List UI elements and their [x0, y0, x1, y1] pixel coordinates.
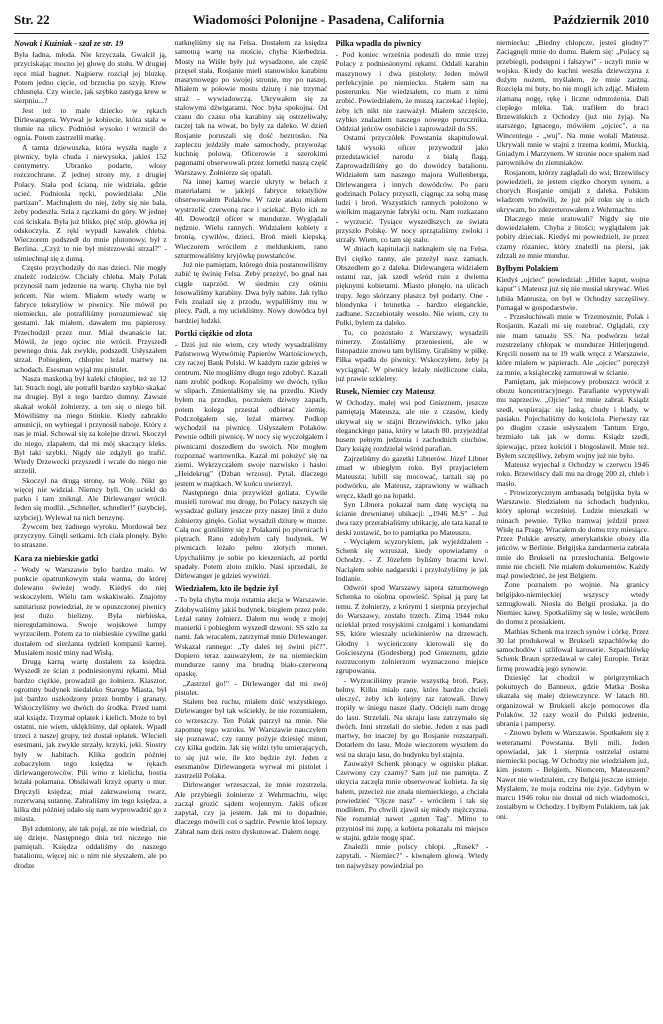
paragraph: A tamta dziewuszka, która wyszła nagle z piwnicy, była chuda i niewysoka, jakieś 152 centymetry. Ubranko podarte, włosy rozczochrane. Z jednej strony my, z drugiej Polacy. Stała pod ścianą, nie widziała, gdzie ucieć. Podniosła ręcki, powiedziała: „Nie partizan". Machnąłem do niej, żeby się nie bała, żeby podeszła. Szła z rączkami do góry. W jednej coś ściskała. Była już blisko, pięć stóp, główka jej odskoczyła. Z ręki wypadł kawałek chleba. Wieczorem podszedł do mnie plutonowy, był z Berlina. „Czyż to nie był mistrzowski strzał?" - uśmiechnął się z dumą.: [14, 142, 167, 263]
paragraph: Drugą karną wartę dostałem za księdza. Wyszedł ze ścian z podniesionymi rękami. Miał bardzo ciężkie, prowadził go żołnierz. Klasztor, ogromny budynek niedaleko Starego Miasta, był już bardzo uszkodzony przez bomby i granaty. Wskoczyliśmy we dwóch do środka. Przed nami stał ksiądz. Trzymał opłatek i kielich. Może to był ostatni, nie wiem, uklękliśmy, dał opłatek. Wpadł trzeci z naszej grupy, też dostał opłatek. Wlecieli esesmani, jak zwykle strzały, krzyki, jeki. Siostry były w habitach. Klika godzin później zobaczyłem tego księdza w rękach dirlewangerowców. Pili wino z kielicha, hostia leżała połamana. Obsikiwali krzyż oparty o mur. Dręczyli księdza; miał zakrwawioną twarz, rozerwaną sutannę. Zabraliśmy im tego księdza, a kilka dni później udało się nam wyprowadzić go z miasta.: [14, 657, 167, 824]
paragraph: niemiecku: „Biedny chłopcze, jesteś głodny?" Zaciągnęli mnie do domu. Bałem się: „Polacy są przebiegli, podstępni i fałszywi" - uczyli mnie w wojsku. Kiedy do kuchni weszła dziewczyna z dużym nożem, myślałem, że mnie zarżną. Rozcięła mi buty, bo nie mogli ich zdjąć. Miałem złamaną nogę, rękę i liczne odmrożenia. Dali ciepłego mleka. Tak trafiłem do braci Brzewińskich z Ochodzy (już nie żyją). Na starszego, Ignacego, mówiłem „ojciec", a na Wincentego - „wuj". Na mnie wołali Mateusz. Ukrywali mnie w stajni z trzema końmi, Muckią, Gniadym i Marzynem. W stronie noce spałem nad parowników do ziemniaków.: [496, 38, 649, 168]
section-heading: Portki ciężkie od złota: [174, 328, 253, 338]
column-4: [496, 38, 649, 1022]
publication-title: Wiadomości Polonijne - Pasadena, California: [192, 12, 445, 27]
masthead: [14, 12, 649, 34]
paragraph: Często przychodziły do nas dzieci. Nie mogły znaleźć rodziców. Chciały chleba. Mały Polak przynosił nam jedzenie na wartę. Chyba nie był jeńcem. Nie wiem. Miałem wtedy wartę w fabryce tekstyliów w piwnicy. Nie mówił po niemiecku, ale potrafiliśmy porozumiewać się gestami. Jak miałem, dawałem mu papierosy. Przechodził przez mur. Miał dwanaście lat. Mówił, że jego ojciec nie wrócił. Przyszedł pewnego dnia. Jak zwykle, podszedł. Usłyszałem strzał. Pobiegłem, chłopiec leżał martwy na schodach. Esesman wyjął mu pistolet.: [14, 262, 167, 374]
paragraph: - To była chyba moja ostatnia akcja w Warszawie. Zdobywaliśmy jakiś budynek, biegłem przez pole. Leżał ranny żołnierz. Dałem mu wodę z mojej manierki i pobiegłem wyszedł dzwoni. SS szło za nami. Jak wracałem, zatrzymał mnie Dirlewanger. Wskazał rannego: „Ty dałeś tej świni pić?". Dopiero teraz zauważyłem, że na niemieckim mundurze ranny ma brudną biało-czerwoną opaskę.: [174, 595, 328, 679]
paragraph: - Wyrzuciliśmy prawie wszystką broń. Pasy, hełmy. Kilku miało rany, które bardzo chcieli uleczyć, żeby ich kolejny raz ratowali. Iluwy tropiły w śniegu nasze ślady. Odcięli nam drogę do lasu. Strzelali. Na skraju lasu zatrzymało się dwóch. Inni strzelali do siebie. Jeden z nas padł martwy, bo inaczej by go Rosjanie rozszarpali. Dotarłem do lasu. Może wieczorem wyszłem do wsi na skraju lasu, do budynku był stajnia.: [335, 675, 489, 759]
paragraph: Już nie pamiętam, którego dnia postanowiliśmy zabić tę świnię Felsa. Żeby przeżyć, bo gnał nas ciągle naprzód. W siedmiu czy ośmiu losowaliśmy karabiny. Dwa były nabite. Jak tylko Fels znalazł się z przodu, wypaliliśmy mu w plecy. Padł, a my uciekliśmy. Nowy dowódca był bardziej ludzki.: [174, 260, 328, 325]
paragraph: Dlaczego mnie uratowali? Nigdy się nie dowiedziałem. Chyba z litości; wyglądałem jak pobity dzieciak. Kiedyś mi powiedzieli, że przez czarny rózaniec, który znaleźli na piersi, jak zdrzali ze mnie mundur.: [496, 213, 649, 260]
paragraph: To, co pozostało z Warszawy, wysadzili minerzy. Zostaliśmy przeniesieni, ale w listopadzie znowu tam byliśmy. Graliśmy w piłkę. Piłka wpadła do piwnicy. Wskoczyłem, żeby ją wyciągnąć. W piwnicy leżały nieżliczone ciała, już prawie szkielety.: [335, 327, 489, 383]
section-heading: Byłbym Polakiem: [496, 264, 559, 273]
section-heading: Pilka wpadła do piwnicy: [335, 39, 422, 48]
paragraph: Skoczył na drugą stronę, na Wolę. Nikt go więcej nie widział. Niemcy byli. On uciekł do parku i tam zniknął. Ale Dirlewanger wrócił. Jeden się modlił. „Schneller, schneller!" (szybciej, szybciej). Wylewał na nich benzynę.: [14, 475, 167, 522]
paragraph: - Prowizorycznym ambasadą belgijska była w Warszawie. Siedziałem na schodach budynku, który spłonął wcześniej. Ludzie mieszkali w ruinach pewnie. Tylko tramwaj jeździł przez Wisłę na Pragę. Wracałem do domu trzy miesiące. Przez Polskie areszty, amerykańskie obozy dla jeńców, w Berlinie. Belgijska żandarmeria zabrała mnie do Brukseli na przesłuchania. Belgowie mnie nie chcieli. Nie miałem dokumentów. Każdy mąż powiedzieć, że jest Belgiem.: [496, 487, 649, 580]
paragraph: Pamiętam, jak miejscowy proboszcz wrócił z obozu koncentracyjnego. Parafianie wypytywali mu naprzeciw. „Ojciec" też mnie zabrał. Ksiądz szedł, wspierając się laską, chudy i blady, w pasiaku. Pojechaliśmy do kościoła. Pierwszy raz po długim czasie usłyszałem Tantum Ergo, brzmiało tak jak w domu. Ksiądz szedł, śpiewając, przez kościół i błogosławił. Mnie też. Byłem szczęśliwy, żebym wojny już nie było.: [496, 376, 649, 460]
paragraph: natknęliśmy się na Felsa. Dostałem za księdza samotną wartę na moście, chyba Kierbedzia. Mosty na Wiśle były już wysadzone, ale część przęseł stała. Rosjanie mieli stanowisko karabinu maszynowego po swojej stronie, my po naszej. Miałem w połowie mostu dziurę i nie trzymać straż - wywiadowczą. Ukrywałem się za stalowymi dźwigarami. Noc była spokojna. Od czasu do czasu oba karabiny się ostrzeliwały, raczej tak na wiwat, bo były za daleko. W dzień Rosjanie poruszali się dość beztrosko. Na zapleczu jeździły małe samochody, przywożąc kuchnię polową. Oficerowie z szerokimi pagonami obserwowali przez lornetki naszą część Warszawy. Żołnierze się opalali.: [174, 38, 328, 177]
column-1: [14, 38, 167, 1022]
article-columns: [14, 38, 649, 1022]
issue-date: Październik 2010: [553, 12, 649, 27]
paragraph: - Dziś już nie wiem, czy wtedy wysadzaliśmy Państwową Wytwórnię Papierów Wartościowych, czy raczej Bank Polski. W każdym razie gdzieś w centrum. Nie mogliśmy długo tego zdobyć. Kazali nam zrobić podkop. Kopaliśmy we dwóch, tylko w slipach. Zmieniałiśmy się na przedłu. Kiedy byłem na przodku, poczułem dziwny zapach, potem kolega przestał odbierać ziemię. Podczołgałem się, leżał martwy. Podkop wychodził na piwnicę. Usłyszałem Polaków. Pewnie odbili piwnicę. W nocy się wyczołgałem i piwnicami doszedłem do swoich. Nie mogłem rozpoznać wartownika. Kazał mi położyć się na ziemi. Wykrzyczałem swoje nazwisko i hasło: „Heidekrug" (Dzban wrzosu). Pytał, dlaczego jestem w majtkach. W końcu uwierzył.: [174, 339, 328, 488]
section-heading: Wiedziałem, kto ile będzie żył: [174, 584, 279, 594]
paragraph: W dniach kapitulacji natknąłem się na Felsa. Był ciężko ranny, ale przeżył nasz zamach. Obszedłem go z daleka. Dirlewangera widziałem ostatni raz, jak szedł wśród ruin z dwiema pięknymi kobietami. Miasto płonęło, na ulicach trupy. Jego skórzany płaszcz był podarty. One - blondynka i brunetka - bardzo eleganckie, zadbane. Szczebiotały wesoło. Nie wiem, czy to Polki, bylem za daleko.: [335, 244, 489, 328]
paragraph: Mathias Schenk ma trzech synów i córkę. Przez 30 lat produkował w Brukseli szpachlówkę do samochodów i szlifował karoserie. Szpachlówkę Schenk Braun sprzedawał w całej Europie. Teraz firmę prowadzą jego synowie.: [496, 626, 649, 673]
paragraph: Zajrzeliśmy do gazetki Libnerów. Józef Libner zmarł w ubiegłym roku. Był przyjacielem Mateusza; lubili się mocować, tarzali się po podwórku, ale Mateusz, zaprawiony w walkach wręcz, kładł go na łopatki.: [335, 453, 489, 500]
paragraph: Syn Libnera pokazał nam datę wyciętą na ścianie drewnianej ubikacji: „1946 M.S" - Już dwa razy przerabialiśmy ubikację, ale tata kazał te deski zostawić, bo to pamiątka po Mateuszu.: [335, 499, 489, 537]
paragraph: Żywcem bez żadnego wyroku. Mordował bez przyczyny. Ginęli setkami. Ich ciała płonęły. Było to straszne.: [14, 521, 167, 550]
paragraph: Stałem bez ruchu, miałem dość wszystkiego. Dirlewanger był tak wściekły, że nie rozumiałem, co wrzeszczy. Ten Polak patrzył na mnie. Nie zapomnę tego wzroku. W Warszawie nauczyłem się poznawać, czy ranny pożyje dziesięć minut, czy kilka godzin. Jak się widzi tylu umierających, to się już wie, ile kto będzie żył. Jeden z esesmanów Dirlewangera wyrwał mi pistolet i zastrzelił Polaka.: [174, 697, 328, 780]
paragraph: - Wody w Warszawie było bardzo mało. W punkcie opatrunkowym stała wanna, do której dolewano świeżej wody. Kiedyś do niej wskoczyłem. Wielu tam wskakiwało. Znajomy sanitariusz powiedział, że w opuszczonej piwnicy jest dużo bielizny. Była niebieska, nieregulaminowa. Swoje wojskowe lumpy wyrzuciłem. Potem za to niebieskie cywilne gatki dostałem od sierżanta tydzień kompanii karnej. Musiałem nosić miny nad Wisłą.: [14, 564, 167, 657]
section-heading: Kara za niebieskie gatki: [14, 553, 99, 563]
paragraph: W Ochodzy, małej wsi pod Gnieznem, jeszcze pamiętają Mateusza, ale nie z czasów, kiedy ukrywał się w stajni Brzewińskich, tylko jako eleganckiego pana, który w latach 80. przyjeżdżał busem pełnym jedzenia i zachodnich ciuchów. Dary książę rozdzielał wśród parafian.: [335, 398, 489, 454]
paragraph: Zone poznałem po wojnie. Na granicy belgijsko-niemieckiej wszyscy wtedy szmuglowali. Niosła do Belgii prosiaka, ja do Niemiec kawę. Spotkaliśmy się w lesie, wróciłem do domu z prosiakiem.: [496, 580, 649, 627]
paragraph: Dziesięć lat chodził w pielgrzymkach pokutnych do Banneux, gdzie Matka Boska ukazała się małej dziewczynce. W latach 80. organizował w Brukseli akcje pomocowe dla Polaków. 32 razy woził do Polski jedzenie, ubrania i pampersy.: [496, 672, 649, 728]
paragraph: „Zastrzel go!" - Dirlewanger dał mi swój pistolet.: [174, 678, 328, 697]
paragraph: Na innej karnej warcie ukryty w belach z materiałami w jakiejś fabryce tekstyliów obserwowałem Polaków. W razie ataku miałem wystrzelić czerwoną race i uciekać. Było ich ze 40. Dowodził oficer w mundurze. Wyglądali nędznie. Wielu rannych. Widziałem kobiety z bronią, cywilów, dzieci. Broń mieli kiepską. Wieczorem wróciłem z meldunkiem, rano szturmowaliśmy kryjówkę powstańców.: [174, 176, 328, 260]
paragraph: Następnego dnia przywiózł goliata. Cywile musieli torować mu drogę, bo Polacy naszych się wysadzać goliaty jeszcze przy naszej linii z dużo żołnierzy ginęło. Goliat wysadził dziurę w murze. Całą noc goniliśmy się z Polakami po piwnicach i piętrach. Rano zdobyłem cały budynek. W piwnicach leżało pełno złotych monet. Upychaliśmy je sobie po kieszeniach, aż portki spadały. Potem złoto zniklo. Nasi sprzedali, że Dirlewanger je gdzieś wywiózł.: [174, 487, 328, 580]
paragraph: Ostatni przyczółek Powstania skapitulował. Jakiś wysoki oficer przywodził jako przedstawiciel narodu z białą flagą. Zaprowadziliśmy go do dowódcy batalionu. Widziałem tam naszego majora Wullenberga, Dirlewangera i innych dowódców. Po paru godzinach Polacy przyszli, ciągnąc za sobą masę ludzi i broń. Wszystkich rannych położono w wielkim magazynie fabryki octu. Nam rozkazano - wyrzucić. Tysiące wyszedłszych ze świata przyszło Polskę. W nocy sprzątaliśmy zwłoki i strzały. Wiem, co tam się stało.: [335, 133, 489, 244]
paragraph: Zauważył Schenk płonący w ognisku plakat. Czerwony czy czarny? Sam już nie pamięta. Z ukrycia zaczęła mnie obserwować kobieta. Ja się bałem, przecież nie znała niemieckiego, a chciała powiedzieć "Ojcze nasz" - wróciłem i tak się modliłem. Po chwili zjawił się młody mężczyzna. Nie rozumiał nawet „guten Tag". Mimo to przyniósł mi zupę, a kobieta pokazała mi miejsce w stajni, gdzie mogę spać.: [335, 758, 489, 842]
paragraph: Znaleźli mnie polscy chłopi. „Rusek? - zapytali. - Niemiec?" - kiwnąłem głową. Wtedy ten najwyższy powiedział po: [335, 842, 489, 870]
paragraph: Odwrót spod Warszawy sapera szturmowego Schenka to osobna opowieść. Spisał ją parę lat temu. Z żołnierzy, z którymi 1 sierpnia przyjechał do Warszawy, zostało trzech. Zimą 1944 roku ucieklał przed rosyjskimi czołgami i komandami SS, które wieszały uciekinierów na drzewach. Głodny i wycieńczony kierowali się do Gościeszyna (Godesberg) pod Gnieznem, gdzie rozrzuconym żołnierzom wyznaczono miejsce zgrupowania.: [335, 583, 489, 676]
paragraph: Mateusz wyjechał z Ochodzy w czerwcu 1946 roku. Brzewińscy dali mu na drogę 200 zł, chleb i masło.: [496, 460, 649, 488]
paragraph: Była ładna, młoda. Nie krzyczała. Gwałcił ją, przyciskając mocno jej głowę do stołu. W drugiej ręce miał bagnet. Najpierw rozciął jej bluzkę. Potem jedno cięcie, od brzucha po szyję. Krew chlusnęła. Czy wiecie, jak szybko zastyga krew w sierpniu...?: [14, 50, 167, 106]
column-3: [336, 38, 489, 1022]
paragraph: - Wyciąłem scyzorykiem, jak wyjeżdżałem - Schenk się wzruszał, kiedy opowiadamy o Ochodzy. - Z Józefem byliśmy bracmi krwi. Naciąłem sobie nadgarstki i przyłożyliśmy je jak Indianie.: [335, 536, 489, 583]
column-2: [175, 38, 328, 1022]
paragraph: - Znowu byłem w Warszawie. Spotkałem się z weteranami Powstania. Byli mili. Jeden opowiadał, jak 1 sierpnia ostrzelał ostatni niemiecki pociąg. W Ochodzy nie wiedziałem już, kim jestem - Belgiem, Niemcem, Mateuszem? Nawet nie wiedziałem, czy Belgia jeszcze istnieje. Myślałem, że moja rodzina nie żyje. Gdybym w marcu 1946 roku nie dostał od nich wiadomości, zostałbym w Ochodzy. I byłbym Polakiem, tak jak oni.: [496, 728, 649, 821]
paragraph: - Przesłuchiwali mnie w Trzemesznie, Polak i Rosjanin. Kazali mi się rozebrać. Oglądali, czy nie mam tatuażu SS. Na podwórzu leżał rozstrzelany chłopak w mundurze Hitlerjugend. Kręcili nosem na te 19 walk wręcz z Warszawie, które miałem w papierach. Ale „ojciec" poręczył za mnie, a książeczkę zamurował w ścianie.: [496, 312, 649, 377]
section-heading: Nowak i Kuźniak - szał ze str. 19: [14, 39, 124, 48]
paragraph: Rosjanom, którzy zaglądali do wsi, Brzewińscy powiedzieli, że jestem ciężko chorym synem, a chorych Rosjanie omijali z daleka. Polskim władzom wmówili, że już pół roku się u nich ukrywam, bo zdezerterowałem z Wehrmachtu.: [496, 167, 649, 214]
paragraph: Kiedyś „ojciec" powiedział: „Hitler kaput, wojna kaput" i Mateusz już się nie musiał ukrywać. Wieś lubiła Mateusza, on był w Ochodzy szczęśliwy. Pomagał w gospodarstwie.: [496, 275, 649, 312]
section-heading: Rusek, Niemiec czy Mateusz: [335, 387, 435, 396]
paragraph: Nasza maskotką był kaleki chłopiec, też ze 12 lat. Strach nogi, ale potrafił bardzo szybko skakać na drugiej. Był z tego bardzo dumny. Zawsze skakał wokół żołnierzy, a ten się o niego bił. Mówiliśmy na niego Stinkie. Kiedy zabrakło amunicji, on wybiegał i przynosił naboje. Który z nas je miał. Schował się za kolejne drzwi. Skoczył do niego, złapałem, dał mi mój skaczący kleks. Był taki szybki. Nigdy nie zdążyli go trafić. Wtedy Drzewecki przyszedł i wcale do niego nie strzelił.: [14, 373, 167, 476]
paragraph: - Pod koniec września podeszli do mnie trzej Polacy z podniesionymi rękami. Oddali karabin maszynowy i dwa pistolety. Jeden mówił perfekcyjnie po niemiecku. Stałem sam na posterunku. Nie wiedziałem, co mam z nimi zrobić. Powiedziałem, że muszą zaczekać i lepiej, żeby ich nikt nie zauważył. Miałem szczęście, szybko znalazłem naszego nowego porucznika. Oddział jeńców osobiście i zaprowadził do SS.: [335, 50, 489, 133]
paragraph: Jest też to male dziecko w rękach Dirlewangera. Wyrwał je kobiecie, która stała w tłumie na ulicy. Podniósł wysoko i wrzucił do ognia. Potem zastrzelił matkę.: [14, 105, 167, 143]
paragraph: Był zdumiony, ale tak pojął, ze nie wiedział, co się dzieje. Następnego dnia też niczego nie pamiętali. Księdza oddaliśmy do naszego batalionu, więcej nic o nim nie słyszałem, ale po drodze: [14, 823, 167, 870]
paragraph: Dirlewanger wrzeszczał, że mnie rozstrzela. Ale przybiegli żołnierze z Wehrmachtu, więc zaczął grozić sądem wojennym. Jakiś oficer zapytał, czy ja jestem. Jak mi to dopadnie, dlaczego mówili coś o sądzie. Pewnie ktoś lepszy. Zabrał nam dziś ostro dyskutować. Dałem nogę.: [174, 780, 328, 836]
page-number: Str. 22: [14, 12, 50, 27]
